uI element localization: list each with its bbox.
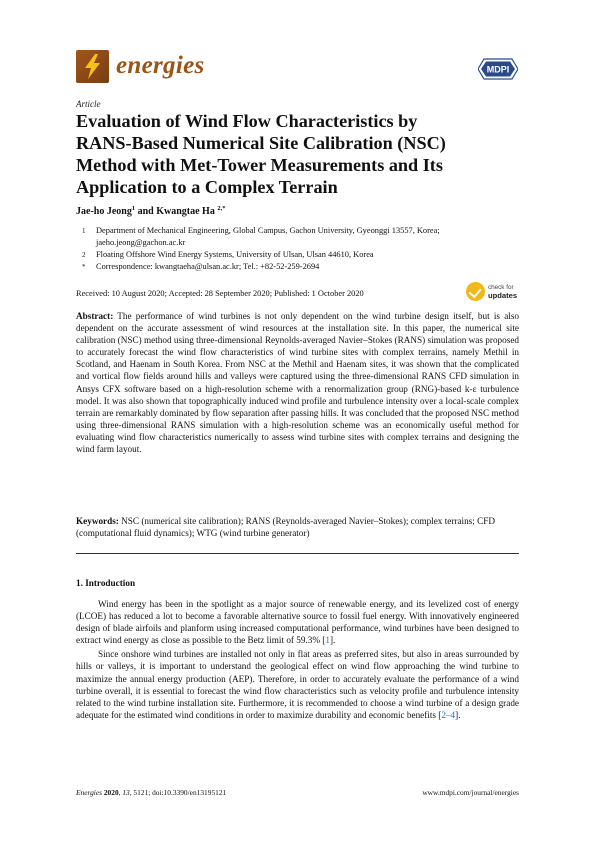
affiliation-line: Department of Mechanical Engineering, Global Campus, Gachon University, Gyeonggi 13557, Korea;: [96, 226, 440, 235]
section-body: [76, 598, 519, 721]
paragraph: [76, 598, 519, 646]
check-updates-line1: check for: [488, 284, 514, 291]
paragraph-text: ].: [455, 709, 461, 720]
paragraph-text: Wind energy has been in the spotlight as a major source of renewable energy, and its levelized cost of energy (LCOE) has reduced a lot to become a favorable alternative source to fossil fuel energy. With innovatively engineered design of blade airfoils and planform using increased computational performance, wind turbines have been designed to extract wind energy as close as possible to the Betz limit of 59.3% [: [76, 599, 519, 646]
author-name: Jae-ho Jeong: [76, 206, 132, 217]
footer-volume: 13: [122, 788, 130, 797]
section-heading: 1. Introduction: [76, 578, 136, 588]
article-type: Article: [76, 99, 101, 109]
affiliations: [76, 225, 526, 273]
publisher-logo-text: MDPI: [486, 64, 510, 75]
citation-footer: Energies 2020, 13, 5121; doi:10.3390/en13195121: [76, 788, 227, 797]
abstract: [76, 310, 519, 455]
footer-year: 2020: [103, 788, 119, 797]
affiliation-mark: 1: [82, 227, 86, 235]
author-name: Kwangtae Ha: [156, 206, 215, 217]
correspondence-mark: *: [82, 263, 86, 271]
publication-dates: Received: 10 August 2020; Accepted: 28 September 2020; Published: 1 October 2020: [76, 289, 364, 298]
affiliation-item: [76, 225, 526, 249]
correspondence-line: Correspondence: kwangtaeha@ulsan.ac.kr; Tel.: +82-52-259-2694: [96, 262, 320, 271]
author-affiliation-mark: 2,*: [217, 205, 226, 212]
title-line: Evaluation of Wind Flow Characteristics by: [76, 111, 418, 131]
keywords-label: Keywords:: [76, 516, 119, 526]
journal-url-link[interactable]: www.mdpi.com/journal/energies: [422, 788, 519, 797]
paragraph-text: Since onshore wind turbines are installed not only in flat areas as preferred sites, but also in areas surrounded by hills or valleys, it is important to understand the geological effect on wind flow approaching the wind turbine to maximize the annual energy production (AEP). Therefore, in order to accurately evaluate the performance of a wind turbine overall, it is essential to forecast the wind flow characteristics such as velocity profile and turbulence intensity related to the wind turbine installation site. Furthermore, it is recommended to choose a wind turbine of a design grade adequate for the estimated wind conditions in order to maximize durability and economic benefits [: [76, 649, 519, 720]
author-list: [76, 206, 225, 217]
keywords: [76, 515, 519, 539]
citation-link[interactable]: 1: [325, 635, 330, 646]
title-line: Application to a Complex Terrain: [76, 177, 338, 197]
check-for-updates-button[interactable]: [466, 281, 522, 303]
affiliation-mark: 2: [82, 251, 86, 259]
paper-title: [76, 110, 526, 198]
keywords-text: NSC (numerical site calibration); RANS (Reynolds-averaged Navier–Stokes); complex terrains; CFD (computational fluid dynamics); WTG (wind turbine generator): [76, 516, 495, 539]
paragraph: [76, 648, 519, 721]
title-line: RANS-Based Numerical Site Calibration (NSC): [76, 133, 446, 153]
citation-link[interactable]: 2–4: [441, 709, 456, 720]
check-updates-line2: updates: [488, 291, 518, 300]
affiliation-line: Floating Offshore Wind Energy Systems, University of Ulsan, Ulsan 44610, Korea: [96, 250, 374, 259]
checkmark-icon: [466, 282, 485, 301]
correspondence-item: [76, 261, 526, 273]
journal-logo-icon: [76, 50, 109, 83]
footer-doi: , 5121; doi:10.3390/en13195121: [129, 788, 227, 797]
section-divider: [76, 553, 519, 554]
author-affiliation-mark: 1: [131, 205, 136, 212]
footer-journal: Energies: [76, 788, 102, 797]
title-line: Method with Met-Tower Measurements and Its: [76, 155, 443, 175]
journal-name: energies: [116, 52, 205, 79]
author-conjunction: and: [137, 206, 154, 217]
abstract-label: Abstract:: [76, 311, 114, 321]
affiliation-email[interactable]: jaeho.jeong@gachon.ac.kr: [96, 238, 186, 247]
paragraph-text: ].: [329, 635, 336, 646]
affiliation-item: [76, 249, 526, 261]
abstract-text: The performance of wind turbines is not only dependent on the wind turbine design itself, but is also dependent on the accurate assessment of wind resources at the installation site. In this paper, the numerical site calibration (NSC) method using three-dimensional Reynolds-averaged Navier–Stokes (RANS) simulation was proposed to accurately forecast the wind flow characteristics of wind turbine sites with complex terrains, namely Methil in Scotland, and Haenam in South Korea. From NSC at the Methil and Haenam sites, it was shown that the complicated and vortical flow fields around hills and valleys were captured using the three-dimensional RANS CFD simulation in Ansys CFX software based on a high-resolution scheme with a renormalization group (RNG)-based k-ε turbulence model. It was also shown that topographically induced wind profile and turbulence intensity over a local-scale complex terrain are remarkably dominated by flow separation after passing hills. It was concluded that the proposed NSC method using three-dimensional RANS simulation with a high-resolution scheme was an economically useful method for evaluating wind flow characteristics numerically to assess wind turbine sites with complex terrains and designing the wind farm layout.: [76, 311, 519, 455]
publisher-logo: [478, 58, 518, 80]
